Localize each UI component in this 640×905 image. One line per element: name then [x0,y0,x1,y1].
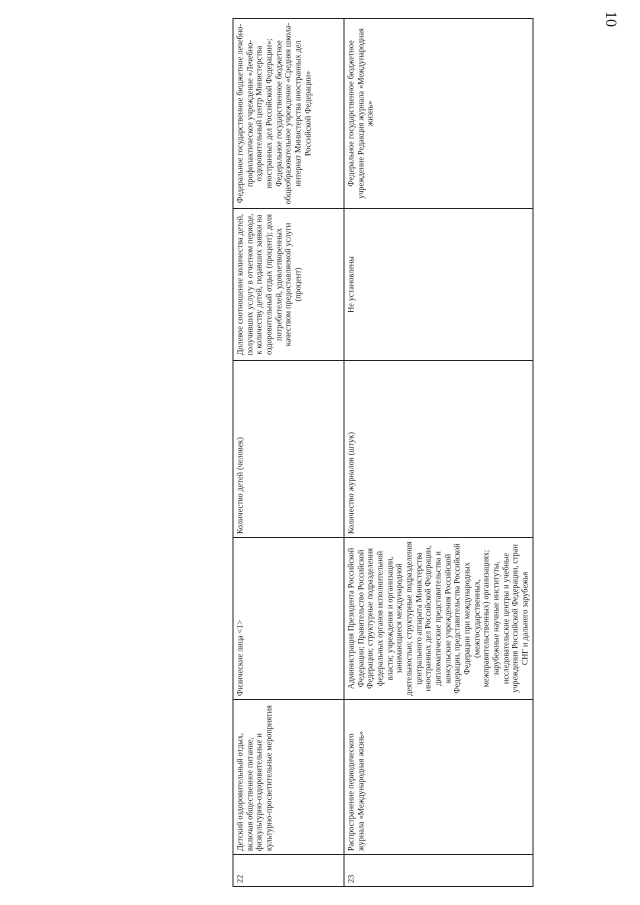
table-row [233,18,344,886]
quality-indicator: Не установлены [344,208,533,360]
table-row [344,18,533,886]
service-recipients: Физические лица <1> [233,537,344,699]
volume-indicator: Количество детей (человек) [233,360,344,537]
row-number: 22 [233,854,344,886]
service-name: Распространение периодического журнала «Международная жизнь» [344,699,533,854]
service-name: Детский оздоровительный отдых, включая общественное питание, физкультурно-оздоровительные и культурно-просветительные мероприятия [233,699,344,854]
volume-indicator: Количество журналов (штук) [344,360,533,537]
services-table [233,18,534,887]
service-recipients: Администрация Президента Российской Федерации; Правительство Российской Федерации; структурные подразделения федеральных органов исполнительной власти; учреждения и организации, занимающиеся международной деятельностью; структурные подразделения центрального аппарата Министерства иностранных дел Российской Федерации, дипломатические представительства и консульские учреждения Российской Федерации, представительства Российской Федерации при международных (межгосударственных, межправительственных) организациях; зарубежные научные институты, исследовательские центры и учебные учреждения Российской Федерации, стран СНГ и дальнего зарубежья [344,537,533,699]
institution: Федеральное государственное бюджетное лечебно-профилактическое учреждение «Лечебно-оздоровительный центр Министерства иностранных дел Российской Федерации»; Федеральное государственное бюджетное общеобразовательное учреждение «Средняя школа-интернат Министерства иностранных дел Российской Федерации» [233,18,344,208]
rotated-table-wrapper [233,19,530,887]
institution: Федеральное государственное бюджетное учреждение Редакция журнала «Международная жизнь» [344,18,533,208]
row-number: 23 [344,854,533,886]
page-number: 10 [602,11,619,27]
quality-indicator: Долевое соотношение количества детей, получивших услугу в отчетном периоде, к количеству детей, подавших заявки на оздоровительный отдых (процент); доля потребителей, удовлетворенных качеством предоставляемой услуги (процент) [233,208,344,360]
